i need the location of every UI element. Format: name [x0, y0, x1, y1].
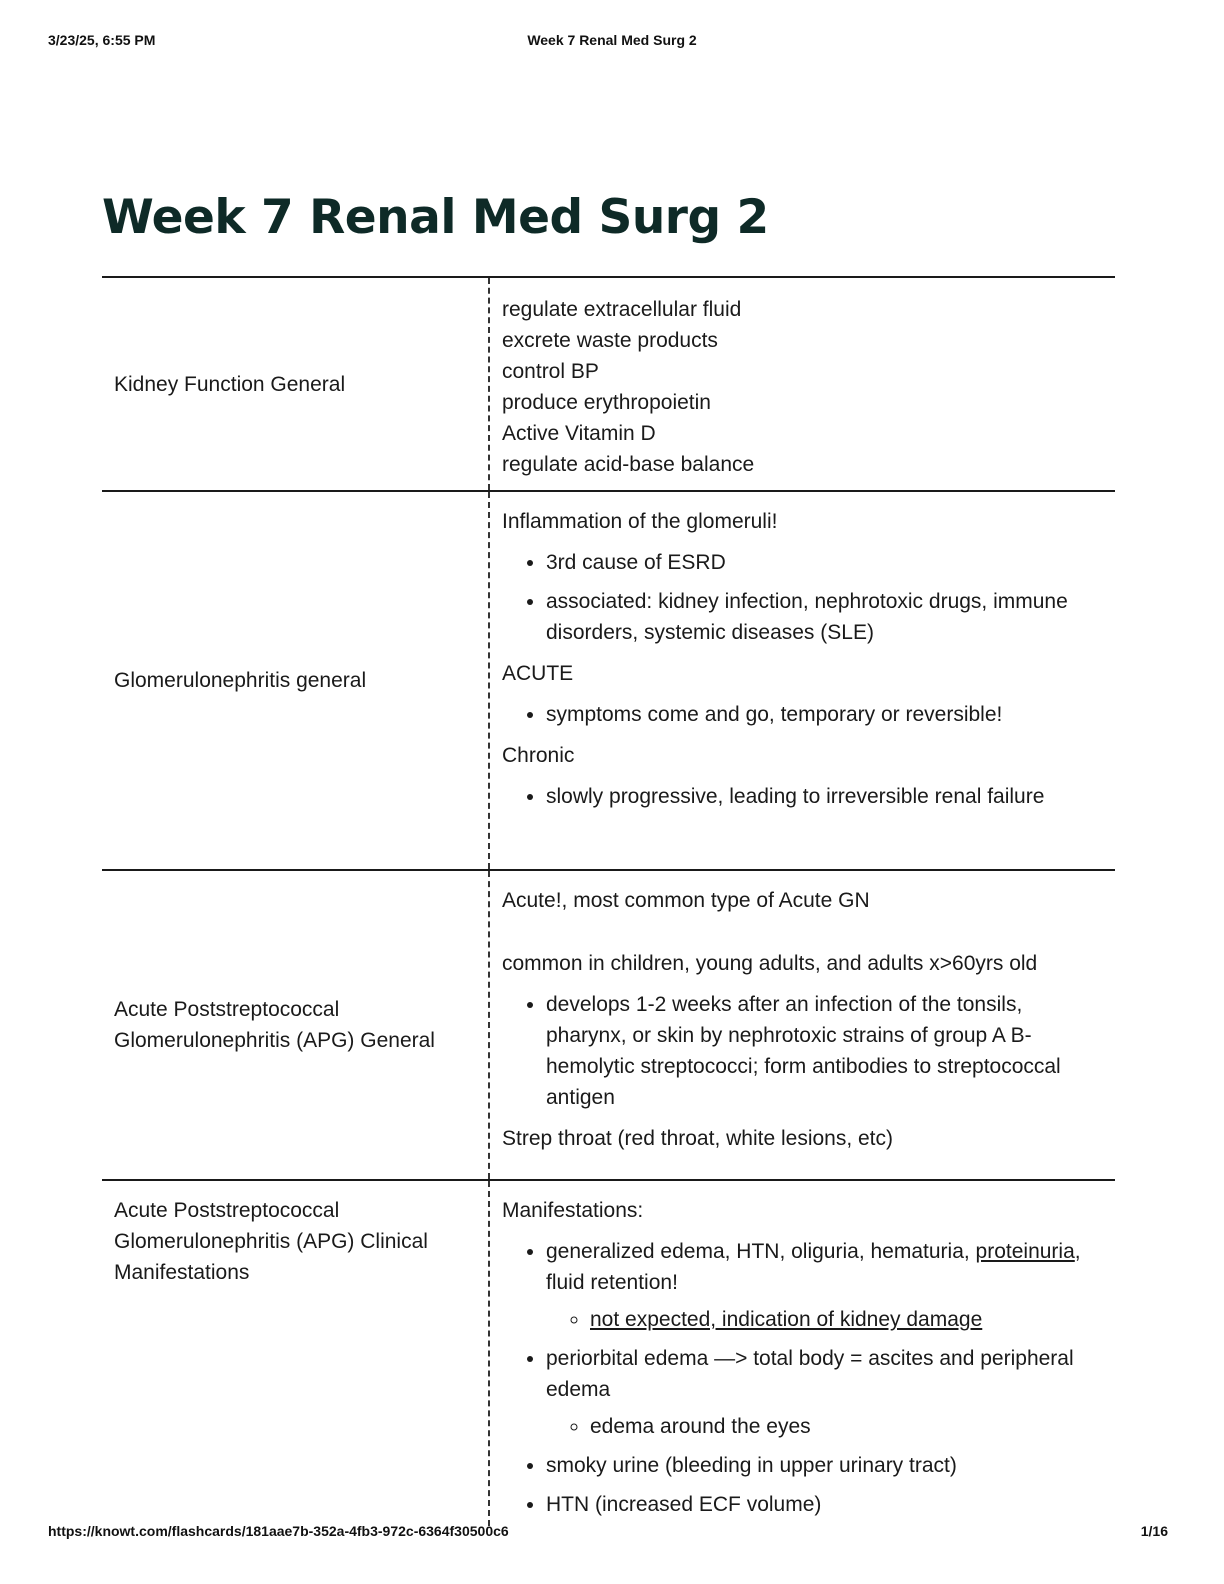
flashcard-row [102, 490, 1115, 869]
definition-cell [490, 871, 1115, 1179]
list-item [546, 1343, 1103, 1442]
page-title: Week 7 Renal Med Surg 2 [102, 190, 769, 245]
list-item: • HTN (increased ECF volume) [546, 1489, 1103, 1520]
term-cell [102, 1181, 490, 1526]
section-label: Chronic [502, 744, 575, 767]
definition-line: produce erythropoietin [502, 391, 711, 414]
bullet-list [502, 1236, 1103, 1520]
sub-bullet-list [546, 1304, 1103, 1335]
definition-cell [490, 278, 1115, 490]
list-item: • 3rd cause of ESRD [546, 547, 1103, 578]
list-item-text: , fluid retention! [546, 1240, 1081, 1294]
header-doc-title: Week 7 Renal Med Surg 2 [527, 32, 697, 48]
flashcard-row [102, 276, 1115, 490]
term-text: Acute Poststreptococcal Glomerulonephritis (APG) General [114, 998, 435, 1052]
term-cell [102, 871, 490, 1179]
section-label: ACUTE [502, 662, 574, 685]
definition-text: Acute!, most common type of Acute GN [502, 889, 870, 912]
definition-text: Inflammation of the glomeruli! [502, 510, 778, 533]
footer-page-number: 1/16 [1140, 1523, 1168, 1539]
bullet-list [502, 781, 1103, 812]
list-item-text: periorbital edema —> total body = ascites and peripheral edema [546, 1347, 1074, 1401]
term-text: Kidney Function General [114, 372, 346, 396]
sub-bullet-list [546, 1411, 1103, 1442]
definition-line: Active Vitamin D [502, 422, 656, 445]
term-text: Acute Poststreptococcal Glomerulonephritis (APG) Clinical Manifestations [114, 1199, 428, 1284]
definition-line: regulate acid-base balance [502, 453, 755, 476]
bullet-list [502, 989, 1103, 1113]
definition-text: Manifestations: [502, 1199, 644, 1222]
term-text: Glomerulonephritis general [114, 669, 367, 692]
definition-line: control BP [502, 360, 599, 383]
list-item: • slowly progressive, leading to irreversible renal failure [546, 781, 1103, 812]
flashcard-row [102, 1179, 1115, 1526]
bullet-list [502, 699, 1103, 730]
definition-cell [490, 1181, 1115, 1526]
list-item [546, 1236, 1103, 1335]
bullet-list [502, 547, 1103, 648]
flashcard-row [102, 869, 1115, 1179]
list-item: • symptoms come and go, temporary or reversible! [546, 699, 1103, 730]
sub-list-item: ◦ edema around the eyes [590, 1411, 1103, 1442]
list-item: • smoky urine (bleeding in upper urinary tract) [546, 1450, 1103, 1481]
sub-list-item: ◦ not expected, indication of kidney damage [590, 1304, 1103, 1335]
list-item-text: generalized edema, HTN, oliguria, hematuria, [546, 1240, 976, 1263]
term-cell [102, 278, 490, 490]
list-item: • associated: kidney infection, nephrotoxic drugs, immune disorders, systemic diseases (SLE) [546, 586, 1103, 648]
definition-text: common in children, young adults, and adults x>60yrs old [502, 952, 1038, 975]
term-cell [102, 492, 490, 869]
header-datetime: 3/23/25, 6:55 PM [48, 32, 156, 48]
underlined-term: proteinuria [975, 1240, 1075, 1263]
definition-line: regulate extracellular fluid [502, 298, 742, 321]
definition-cell [490, 492, 1115, 869]
list-item: • develops 1-2 weeks after an infection of the tonsils, pharynx, or skin by nephrotoxic strains of group A B-hemolytic streptococci; form antibodies to streptococcal antigen [546, 989, 1103, 1113]
definition-line: excrete waste products [502, 329, 718, 352]
flashcard-table [102, 276, 1115, 1526]
definition-text: Strep throat (red throat, white lesions, etc) [502, 1127, 894, 1150]
footer-url[interactable]: https://knowt.com/flashcards/181aae7b-352a-4fb3-972c-6364f30500c6 [48, 1523, 509, 1539]
